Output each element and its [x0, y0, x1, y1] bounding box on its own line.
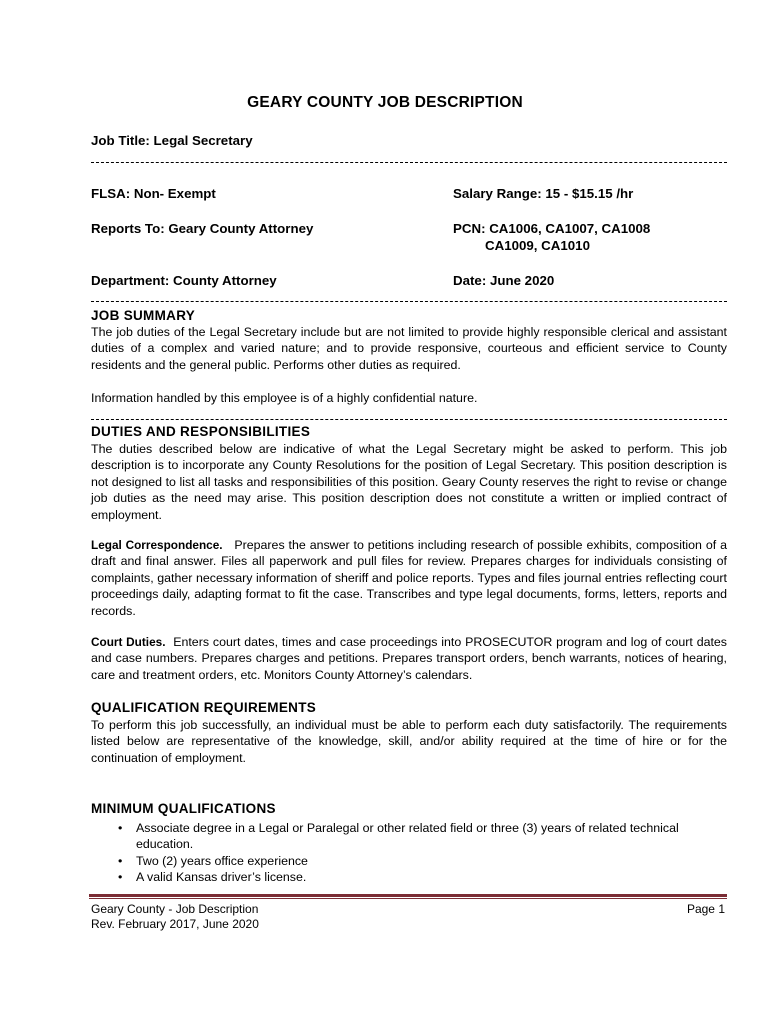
reports-to: Reports To: Geary County Attorney: [91, 221, 314, 236]
flsa: FLSA: Non- Exempt: [91, 186, 216, 201]
divider: [91, 301, 727, 302]
salary-range: Salary Range: 15 - $15.15 /hr: [453, 186, 634, 201]
job-title: Job Title: Legal Secretary: [91, 133, 253, 148]
court-duties-label: Court Duties.: [91, 635, 166, 649]
footer-line-2: Rev. February 2017, June 2020: [91, 917, 259, 931]
duties-intro: The duties described below are indicative of what the Legal Secretary might be asked to perform. This job description is to incorporate any County Resolutions for the position of Legal Secretary. This position description is not designed to list all tasks and responsibilities of this position. Geary County reserves the right to revise or change job duties as the need may arise. This position description does not constitute a written or implied contract of employment.: [91, 442, 727, 522]
job-summary-heading: JOB SUMMARY: [91, 308, 196, 323]
footer-line-1: Geary County - Job Description: [91, 902, 259, 916]
legal-correspondence-label: Legal Correspondence.: [91, 538, 223, 552]
qualification-text: To perform this job successfully, an individual must be able to perform each duty satisfactorily. The requirements listed below are representative of the knowledge, skill, and/or ability required at the time of hire or for the continuation of employment.: [91, 718, 727, 765]
divider: [91, 419, 727, 420]
duties-heading: DUTIES AND RESPONSIBILITIES: [91, 424, 311, 439]
page-number: Page 1: [686, 902, 725, 916]
minimum-qualifications-list: [91, 820, 711, 886]
divider: [91, 162, 727, 163]
footer-rule-thin: [89, 898, 727, 899]
date: Date: June 2020: [453, 273, 555, 288]
minimum-qualifications-heading: MINIMUM QUALIFICATIONS: [91, 801, 276, 816]
department: Department: County Attorney: [91, 273, 277, 288]
pcn-line-2: CA1009, CA1010: [485, 238, 590, 253]
pcn-line-1: PCN: CA1006, CA1007, CA1008: [453, 221, 651, 236]
legal-correspondence-paragraph: [91, 537, 727, 619]
confidential-note: Information handled by this employee is of a highly confidential nature.: [91, 391, 478, 405]
list-item: • Two (2) years office experience: [118, 853, 308, 868]
legal-correspondence-text: Prepares the answer to petitions including research of possible exhibits, composition of a draft and final answer. Files all paperwork and pull files for review. Prepares charges for individuals consisting of complaints, gather necessary information of sheriff and police reports. Types and files journal entries reflecting court proceedings daily, adapting format to fit the case. Transcribes and type legal documents, forms, letters, reports and records.: [91, 538, 728, 618]
court-duties-text: Enters court dates, times and case proceedings into PROSECUTOR program and log of court dates and case numbers. Prepares charges and petitions. Prepares transport orders, bench warrants, notices of hearing, care and treatment orders, etc. Monitors County Attorney’s calendars.: [91, 635, 728, 682]
document-title: GEARY COUNTY JOB DESCRIPTION: [247, 94, 523, 111]
job-summary-paragraph: The job duties of the Legal Secretary include but are not limited to provide highly responsible clerical and assistant duties of a complex and varied nature; and to provide responsive, courteous and efficient service to County residents and the general public. Performs other duties as required.: [91, 325, 727, 372]
court-duties-paragraph: [91, 634, 727, 683]
footer-rule: [89, 894, 727, 897]
list-item: • Associate degree in a Legal or Paralegal or other related field or three (3) years of related technical education.: [118, 821, 679, 852]
qualification-heading: QUALIFICATION REQUIREMENTS: [91, 700, 317, 715]
list-item: • A valid Kansas driver’s license.: [118, 870, 307, 885]
